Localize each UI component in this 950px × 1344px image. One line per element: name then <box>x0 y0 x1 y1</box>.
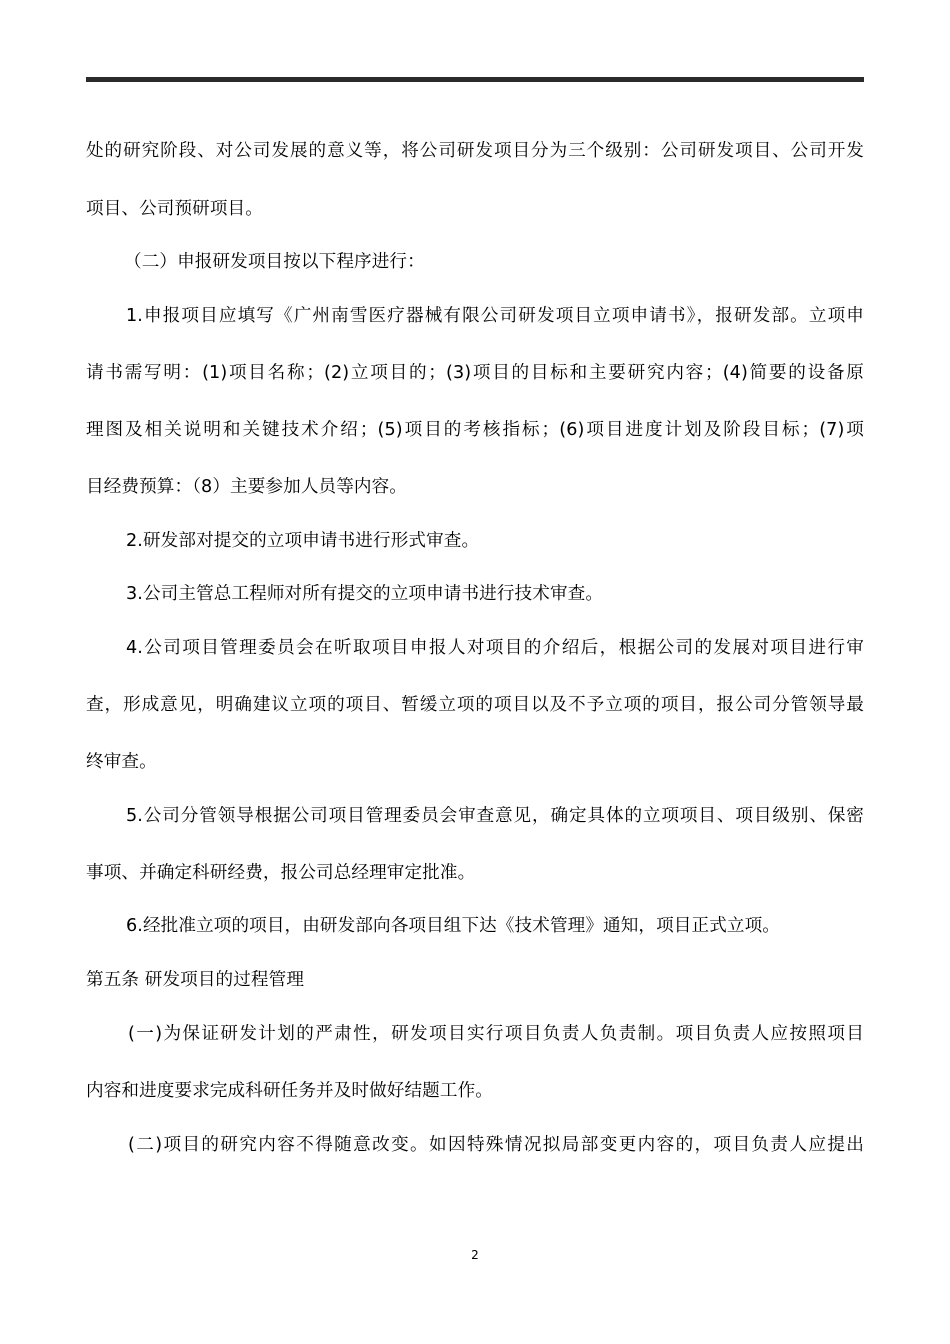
page-number: 2 <box>471 1248 479 1262</box>
text-line: 处的研究阶段、对公司发展的意义等，将公司研发项目分为三个级别：公司研发项目、公司开发 <box>86 141 864 161</box>
text-line: 内容和进度要求完成科研任务并及时做好结题工作。 <box>86 1081 493 1101</box>
text-line: 5.公司分管领导根据公司项目管理委员会审查意见，确定具体的立项项目、项目级别、保密 <box>126 806 864 826</box>
text-line: 1.申报项目应填写《广州南雪医疗器械有限公司研发项目立项申请书》，报研发部。立项申 <box>126 306 864 326</box>
text-line: 6.经批准立项的项目，由研发部向各项目组下达《技术管理》通知，项目正式立项。 <box>126 916 780 936</box>
section-heading: 第五条 研发项目的过程管理 <box>86 970 305 990</box>
text-line: 查，形成意见，明确建议立项的项目、暂缓立项的项目以及不予立项的项目，报公司分管领导最 <box>86 695 864 715</box>
header-rule <box>86 77 864 82</box>
text-line: 3.公司主管总工程师对所有提交的立项申请书进行技术审查。 <box>126 584 604 604</box>
text-line: 理图及相关说明和关键技术介绍；(5)项目的考核指标；(6)项目进度计划及阶段目标；(7)项 <box>86 420 864 440</box>
text-line: 4.公司项目管理委员会在听取项目申报人对项目的介绍后，根据公司的发展对项目进行审 <box>126 638 864 658</box>
text-line: 项目、公司预研项目。 <box>86 199 263 219</box>
text-line: 事项、并确定科研经费，报公司总经理审定批准。 <box>86 863 476 883</box>
text-line: 目经费预算：（8）主要参加人员等内容。 <box>86 477 407 497</box>
text-line: (二)项目的研究内容不得随意改变。如因特殊情况拟局部变更内容的，项目负责人应提出 <box>128 1135 864 1155</box>
text-line: (一)为保证研发计划的严肃性，研发项目实行项目负责人负责制。项目负责人应按照项目 <box>128 1024 864 1044</box>
text-line: 终审查。 <box>86 752 157 772</box>
text-line: 2.研发部对提交的立项申请书进行形式审查。 <box>126 531 480 551</box>
text-line: （二）申报研发项目按以下程序进行： <box>124 252 425 272</box>
text-line: 请书需写明：(1)项目名称；(2)立项目的；(3)项目的目标和主要研究内容；(4)简要的设备原 <box>86 363 864 383</box>
